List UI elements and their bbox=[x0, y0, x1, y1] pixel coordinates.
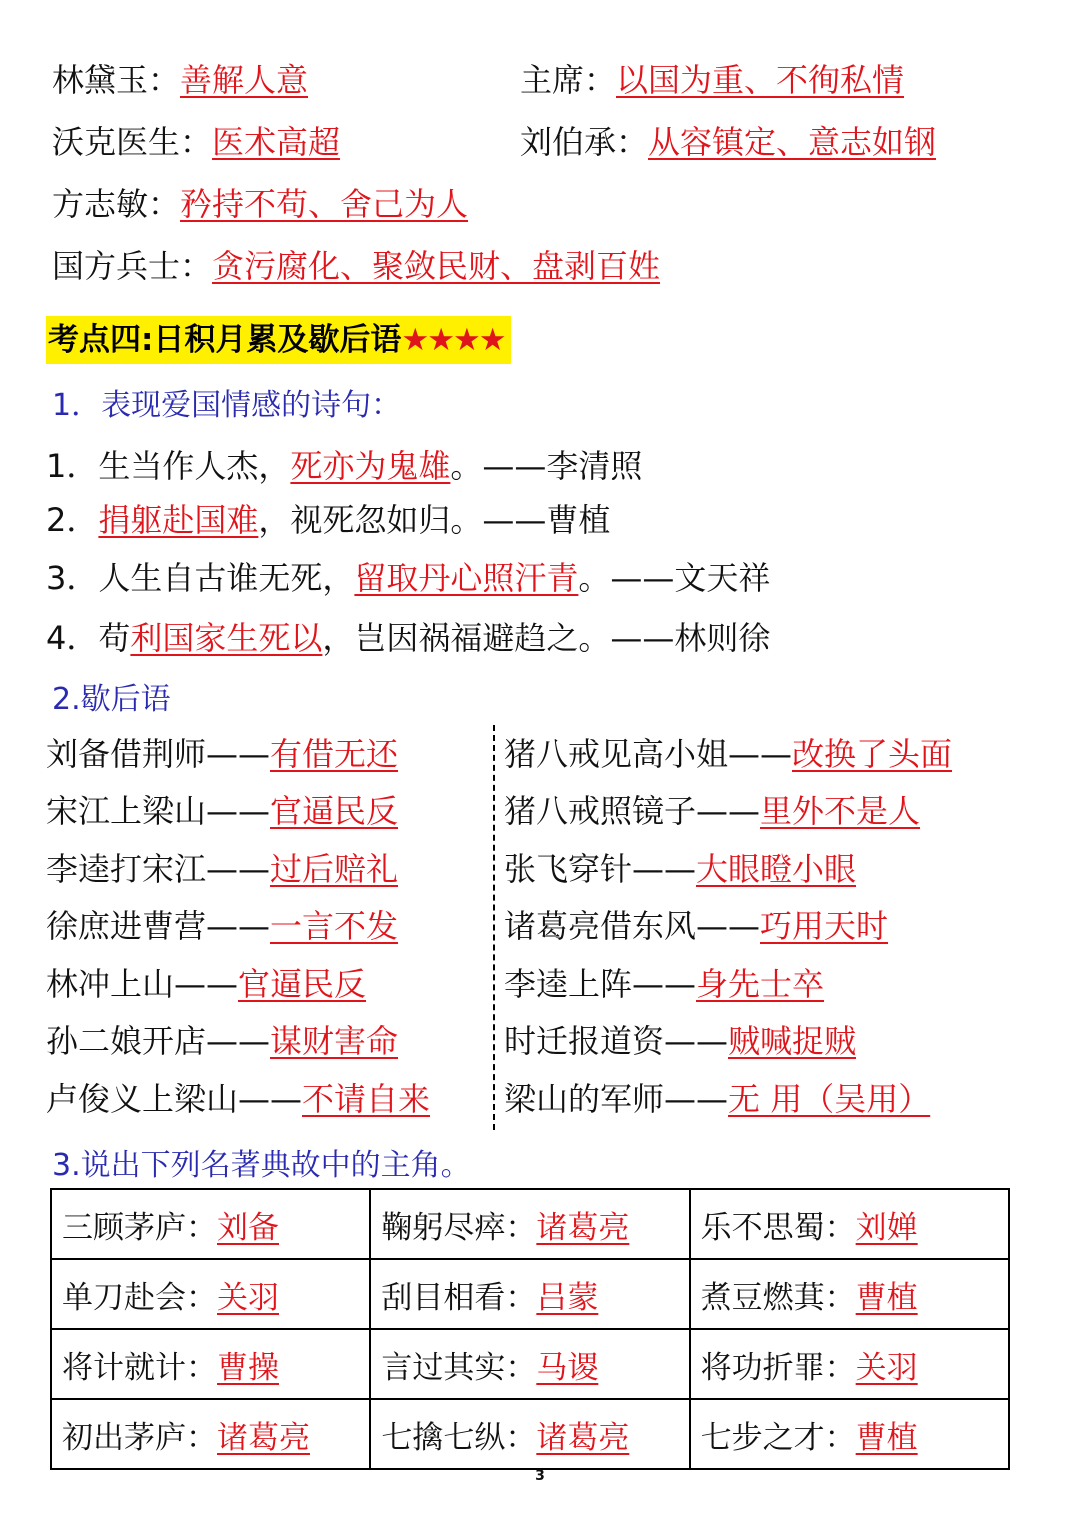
trait-liu-bocheng bbox=[520, 122, 936, 162]
story-hero: 马谡 bbox=[536, 1349, 599, 1386]
xiehouyu-right-item bbox=[504, 849, 856, 889]
story-title: 七步之才： bbox=[700, 1419, 856, 1456]
trait-name: 国方兵士： bbox=[52, 247, 213, 285]
story-title: 单刀赴会： bbox=[62, 1279, 217, 1316]
stories-table bbox=[50, 1188, 1010, 1470]
xiehouyu-answer: 一言不发 bbox=[270, 907, 399, 945]
story-hero: 刘备 bbox=[217, 1209, 279, 1246]
story-title: 乐不思蜀： bbox=[700, 1209, 856, 1246]
story-hero: 曹植 bbox=[855, 1279, 918, 1316]
story-title: 三顾茅庐： bbox=[62, 1209, 217, 1246]
trait-name: 主席： bbox=[520, 61, 617, 99]
story-title: 煮豆燃萁： bbox=[700, 1279, 856, 1316]
story-title: 将计就计： bbox=[62, 1349, 217, 1386]
story-hero: 刘婵 bbox=[855, 1209, 918, 1246]
xiehouyu-right-item bbox=[504, 734, 952, 774]
poem-text-after: 。——文天祥 bbox=[578, 559, 771, 597]
poem-number: 4． bbox=[46, 619, 99, 657]
xiehouyu-left-item bbox=[46, 849, 398, 889]
xiehouyu-question: 宋江上梁山—— bbox=[46, 792, 271, 830]
xiehouyu-answer: 官逼民反 bbox=[270, 792, 399, 830]
poem-line bbox=[46, 446, 642, 486]
trait-name: 刘伯承： bbox=[520, 123, 649, 161]
xiehouyu-question: 孙二娘开店—— bbox=[46, 1022, 271, 1060]
poem-line bbox=[46, 618, 770, 658]
table-cell bbox=[690, 1399, 1009, 1469]
table-cell bbox=[370, 1189, 689, 1259]
xiehouyu-answer: 改换了头面 bbox=[792, 735, 953, 773]
story-title: 将功折罪： bbox=[700, 1349, 856, 1386]
xiehouyu-right-item bbox=[504, 906, 888, 946]
story-hero: 关羽 bbox=[855, 1349, 918, 1386]
xiehouyu-question: 猪八戒见高小姐—— bbox=[504, 735, 793, 773]
xiehouyu-left-item bbox=[46, 906, 398, 946]
xiehouyu-question: 张飞穿针—— bbox=[504, 850, 697, 888]
xiehouyu-left-item bbox=[46, 1021, 398, 1061]
poem-number: 2． bbox=[46, 501, 99, 539]
trait-chairman bbox=[520, 60, 904, 100]
poem-line bbox=[46, 558, 770, 598]
xiehouyu-answer: 过后赔礼 bbox=[270, 850, 399, 888]
poem-answer: 死亦为鬼雄 bbox=[290, 447, 451, 485]
story-hero: 吕蒙 bbox=[536, 1279, 599, 1316]
poem-text-after: ，视死忽如归。——曹植 bbox=[258, 501, 611, 539]
xiehouyu-heading: 2.歇后语 bbox=[52, 682, 171, 717]
xiehouyu-answer: 谋财害命 bbox=[270, 1022, 399, 1060]
xiehouyu-answer: 贼喊捉贼 bbox=[728, 1022, 857, 1060]
poem-text-after: 。——李清照 bbox=[450, 447, 643, 485]
poem-text-before: 人生自古谁无死， bbox=[98, 559, 355, 597]
xiehouyu-right-item bbox=[504, 1079, 930, 1119]
xiehouyu-answer: 巧用天时 bbox=[760, 907, 889, 945]
xiehouyu-question: 时迁报道资—— bbox=[504, 1022, 729, 1060]
poem-answer: 捐躯赴国难 bbox=[98, 501, 259, 539]
poem-number: 1． bbox=[46, 447, 99, 485]
table-row bbox=[51, 1189, 1009, 1259]
table-cell bbox=[51, 1399, 370, 1469]
poem-line bbox=[46, 500, 610, 540]
xiehouyu-left-item bbox=[46, 791, 398, 831]
story-hero: 关羽 bbox=[217, 1279, 279, 1316]
page-number: 3 bbox=[535, 1468, 545, 1484]
trait-fang-zhimin bbox=[52, 184, 468, 224]
table-cell bbox=[370, 1399, 689, 1469]
xiehouyu-question: 徐庶进曹营—— bbox=[46, 907, 271, 945]
section-title: 考点四:日积月累及歇后语 bbox=[48, 322, 402, 358]
table-cell bbox=[690, 1259, 1009, 1329]
trait-doctor-walker bbox=[52, 122, 340, 162]
xiehouyu-answer: 大眼瞪小眼 bbox=[696, 850, 857, 888]
xiehouyu-right-item bbox=[504, 1021, 856, 1061]
stories-heading: 3.说出下列名著典故中的主角。 bbox=[52, 1148, 471, 1183]
xiehouyu-question: 诸葛亮借东风—— bbox=[504, 907, 761, 945]
xiehouyu-answer: 有借无还 bbox=[270, 735, 399, 773]
poem-text-after: ，岂因祸福避趋之。——林则徐 bbox=[322, 619, 771, 657]
star-rating-icon: ★★★★ bbox=[401, 322, 505, 358]
xiehouyu-answer: 身先士卒 bbox=[696, 965, 825, 1003]
xiehouyu-left-item bbox=[46, 734, 398, 774]
xiehouyu-question: 李逵上阵—— bbox=[504, 965, 697, 1003]
story-title: 刮目相看： bbox=[381, 1279, 537, 1316]
xiehouyu-answer: 官逼民反 bbox=[238, 965, 367, 1003]
xiehouyu-left-item bbox=[46, 964, 366, 1004]
story-hero: 诸葛亮 bbox=[536, 1419, 630, 1456]
story-hero: 曹植 bbox=[855, 1419, 918, 1456]
xiehouyu-question: 卢俊义上梁山—— bbox=[46, 1080, 303, 1118]
trait-name: 林黛玉： bbox=[52, 61, 181, 99]
table-row bbox=[51, 1259, 1009, 1329]
poem-answer: 利国家生死以 bbox=[130, 619, 323, 657]
xiehouyu-question: 林冲上山—— bbox=[46, 965, 239, 1003]
xiehouyu-answer: 无 用（吴用） bbox=[728, 1080, 931, 1118]
column-divider bbox=[493, 725, 495, 1130]
table-row bbox=[51, 1399, 1009, 1469]
poem-text-before: 苟 bbox=[98, 619, 131, 657]
trait-soldiers bbox=[52, 246, 660, 286]
xiehouyu-right-item bbox=[504, 964, 824, 1004]
story-hero: 曹操 bbox=[217, 1349, 279, 1386]
table-cell bbox=[51, 1329, 370, 1399]
trait-answer: 善解人意 bbox=[180, 61, 309, 99]
poem-number: 3． bbox=[46, 559, 99, 597]
poem-text-before: 生当作人杰， bbox=[98, 447, 291, 485]
trait-lindaiyu bbox=[52, 60, 308, 100]
table-cell bbox=[690, 1329, 1009, 1399]
trait-name: 方志敏： bbox=[52, 185, 181, 223]
table-cell bbox=[51, 1189, 370, 1259]
story-title: 言过其实： bbox=[381, 1349, 537, 1386]
table-cell bbox=[370, 1329, 689, 1399]
trait-name: 沃克医生： bbox=[52, 123, 213, 161]
table-row bbox=[51, 1329, 1009, 1399]
xiehouyu-question: 猪八戒照镜子—— bbox=[504, 792, 761, 830]
story-title: 七擒七纵： bbox=[381, 1419, 537, 1456]
xiehouyu-question: 刘备借荆师—— bbox=[46, 735, 271, 773]
table-cell bbox=[370, 1259, 689, 1329]
xiehouyu-answer: 不请自来 bbox=[302, 1080, 431, 1118]
trait-answer: 矜持不苟、舍己为人 bbox=[180, 185, 469, 223]
xiehouyu-question: 梁山的军师—— bbox=[504, 1080, 729, 1118]
section-header bbox=[46, 316, 511, 364]
table-cell bbox=[51, 1259, 370, 1329]
story-hero: 诸葛亮 bbox=[536, 1209, 630, 1246]
xiehouyu-answer: 里外不是人 bbox=[760, 792, 921, 830]
poems-heading: 1．表现爱国情感的诗句： bbox=[52, 388, 402, 423]
xiehouyu-left-item bbox=[46, 1079, 430, 1119]
trait-answer: 贪污腐化、聚敛民财、盘剥百姓 bbox=[212, 247, 661, 285]
poem-answer: 留取丹心照汗青 bbox=[354, 559, 579, 597]
story-hero: 诸葛亮 bbox=[217, 1419, 310, 1456]
table-cell bbox=[690, 1189, 1009, 1259]
story-title: 鞠躬尽瘁： bbox=[381, 1209, 537, 1246]
story-title: 初出茅庐： bbox=[62, 1419, 217, 1456]
xiehouyu-question: 李逵打宋江—— bbox=[46, 850, 271, 888]
trait-answer: 以国为重、不徇私情 bbox=[616, 61, 905, 99]
trait-answer: 从容镇定、意志如钢 bbox=[648, 123, 937, 161]
trait-answer: 医术高超 bbox=[212, 123, 341, 161]
xiehouyu-right-item bbox=[504, 791, 920, 831]
